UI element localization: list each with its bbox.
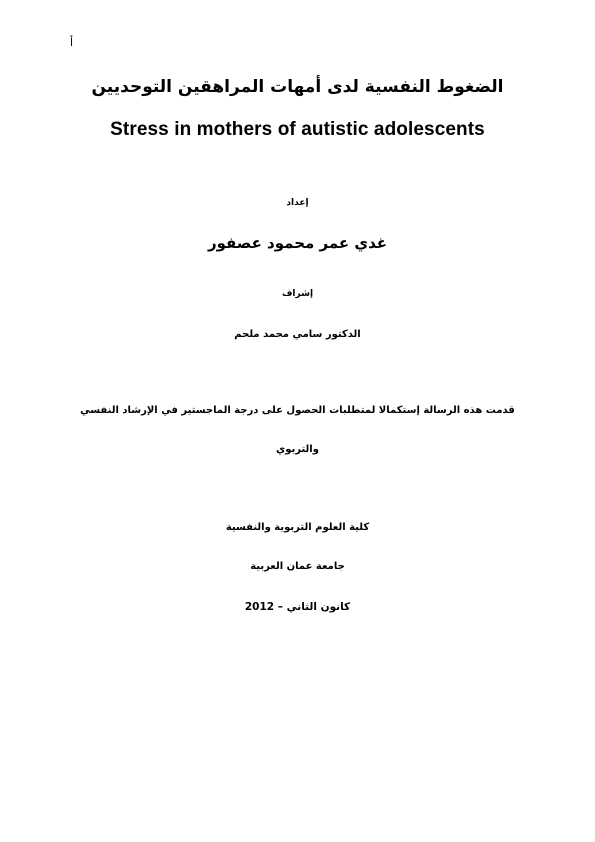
prepared-by-label: إعداد <box>286 198 309 208</box>
faculty-name: كلية العلوم التربوية والنفسية <box>225 522 370 533</box>
thesis-statement-line-2: والتربوي <box>276 444 319 455</box>
supervisor-name: الدكتور سامي محمد ملحم <box>234 329 361 340</box>
author-name: غدي عمر محمود عصفور <box>207 234 388 252</box>
university-name: جامعة عمان العربية <box>250 561 345 572</box>
submission-date: كانون الثاني – 2012 <box>244 601 351 613</box>
page-number: أ <box>70 36 74 49</box>
thesis-statement-line-1: قدمت هذه الرسالة إستكمالا لمتطلبات الحصول على درجة الماجستير في الإرشاد النفسي <box>80 405 515 416</box>
thesis-title-english: Stress in mothers of autistic adolescents <box>110 119 485 140</box>
thesis-title-arabic: الضغوط النفسية لدى أمهات المراهقين التوحديين <box>91 77 504 97</box>
supervision-label: إشراف <box>281 289 314 299</box>
